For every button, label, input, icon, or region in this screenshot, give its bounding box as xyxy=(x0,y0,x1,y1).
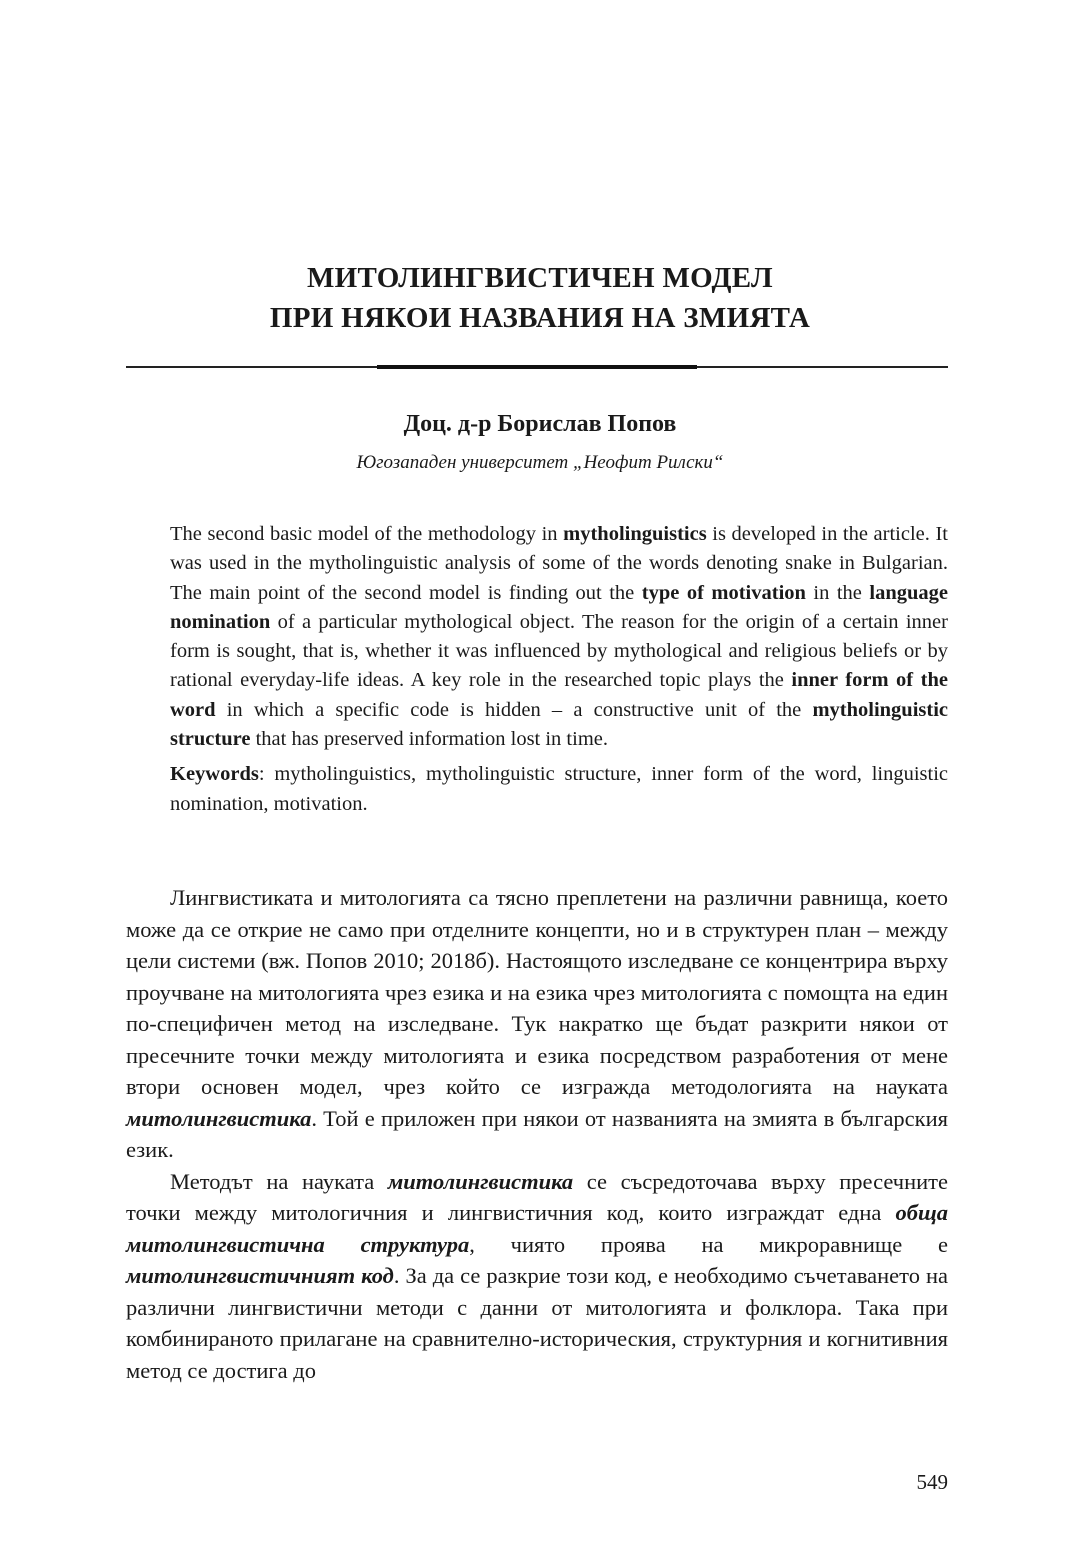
body-segment: . Той е приложен при някои от названията на змията в българския език. xyxy=(126,1105,948,1162)
abstract-term: language nomination xyxy=(170,581,948,633)
page-number: 549 xyxy=(916,1470,948,1494)
abstract-text xyxy=(170,520,948,754)
body-term: митолингвистика xyxy=(387,1168,574,1194)
body-term: митолингвистика xyxy=(126,1105,312,1131)
abstract-segment: The second basic model of the methodology in xyxy=(170,523,564,545)
keywords xyxy=(170,760,948,819)
abstract-segment: in the xyxy=(805,581,870,604)
body-segment: , чиято проява на микроравнище е xyxy=(469,1231,949,1257)
title-divider-thick xyxy=(377,365,697,369)
body-segment: се съсредоточава върху пресечните точки между митологичния и лингвистичния код, които изграждат една xyxy=(126,1168,948,1225)
abstract-term: type of motivation xyxy=(641,581,806,604)
abstract-segment: in which a specific code is hidden – a constructive unit of the xyxy=(215,698,813,721)
abstract-segment: is developed in the article. It was used in the mytholinguistic analysis of some of the words denoting snake in Bulgarian. The main point of the second model is finding out the xyxy=(170,523,948,604)
body-segment: Лингвистиката и митологията са тясно преплетени на различни равнища, което може да се открие не само при отделните концепти, но и в структурен план – между цели системи (вж. Попов 2010; 2018б). Настоящото изследване се концентрира върху проучване на митологията чрез езика и на езика чрез митологията с помощта на един по-специфичен метод на изследване. Тук накратко ще бъдат разкрити някои от пресечните точки между митологията и езика посредством разработения от мене втори основен модел, чрез който се изгражда методологията на науката xyxy=(126,885,948,1099)
keywords-label: Keywords xyxy=(170,763,259,786)
abstract-segment: of a particular mythological object. The reason for the origin of a certain inner form is sought, that is, whether it was influenced by mythological and religious beliefs or by rational everyday-life ideas. A key role in the researched topic plays the xyxy=(170,610,948,692)
body-segment: Методът на науката xyxy=(170,1168,388,1194)
abstract-term: inner form of the word xyxy=(170,669,948,721)
body-paragraph-1 xyxy=(126,882,948,1166)
body-term: обща митолингвистична структура xyxy=(126,1200,948,1257)
article-title xyxy=(0,258,1080,338)
author-affiliation: Югозападен университет „Неофит Рилски“ xyxy=(356,452,724,473)
body-text xyxy=(126,882,948,1386)
title-line-1: МИТОЛИНГВИСТИЧЕН МОДЕЛ xyxy=(307,262,773,294)
body-paragraph-2 xyxy=(126,1166,948,1387)
body-term: митолингвистичният код xyxy=(126,1263,394,1288)
author-name: Доц. д-р Борислав Попов xyxy=(403,411,677,437)
abstract-segment: that has preserved information lost in time. xyxy=(250,728,608,751)
abstract-term: mytholinguistic structure xyxy=(170,698,948,751)
title-line-2: ПРИ НЯКОИ НАЗВАНИЯ НА ЗМИЯТА xyxy=(269,302,811,334)
body-segment: . За да се разкрие този код, е необходимо съчетаването на различни лингвистични методи с данни от митологията и фолклора. Така при комбинираното прилагане на сравнително-историческия, структурния и когнитивния метод се достига до xyxy=(126,1263,948,1383)
abstract-term: mytholinguistics xyxy=(563,523,707,545)
abstract xyxy=(170,520,948,819)
keywords-text: : mytholinguistics, mytholinguistic structure, inner form of the word, linguistic nomination, motivation. xyxy=(170,763,948,815)
